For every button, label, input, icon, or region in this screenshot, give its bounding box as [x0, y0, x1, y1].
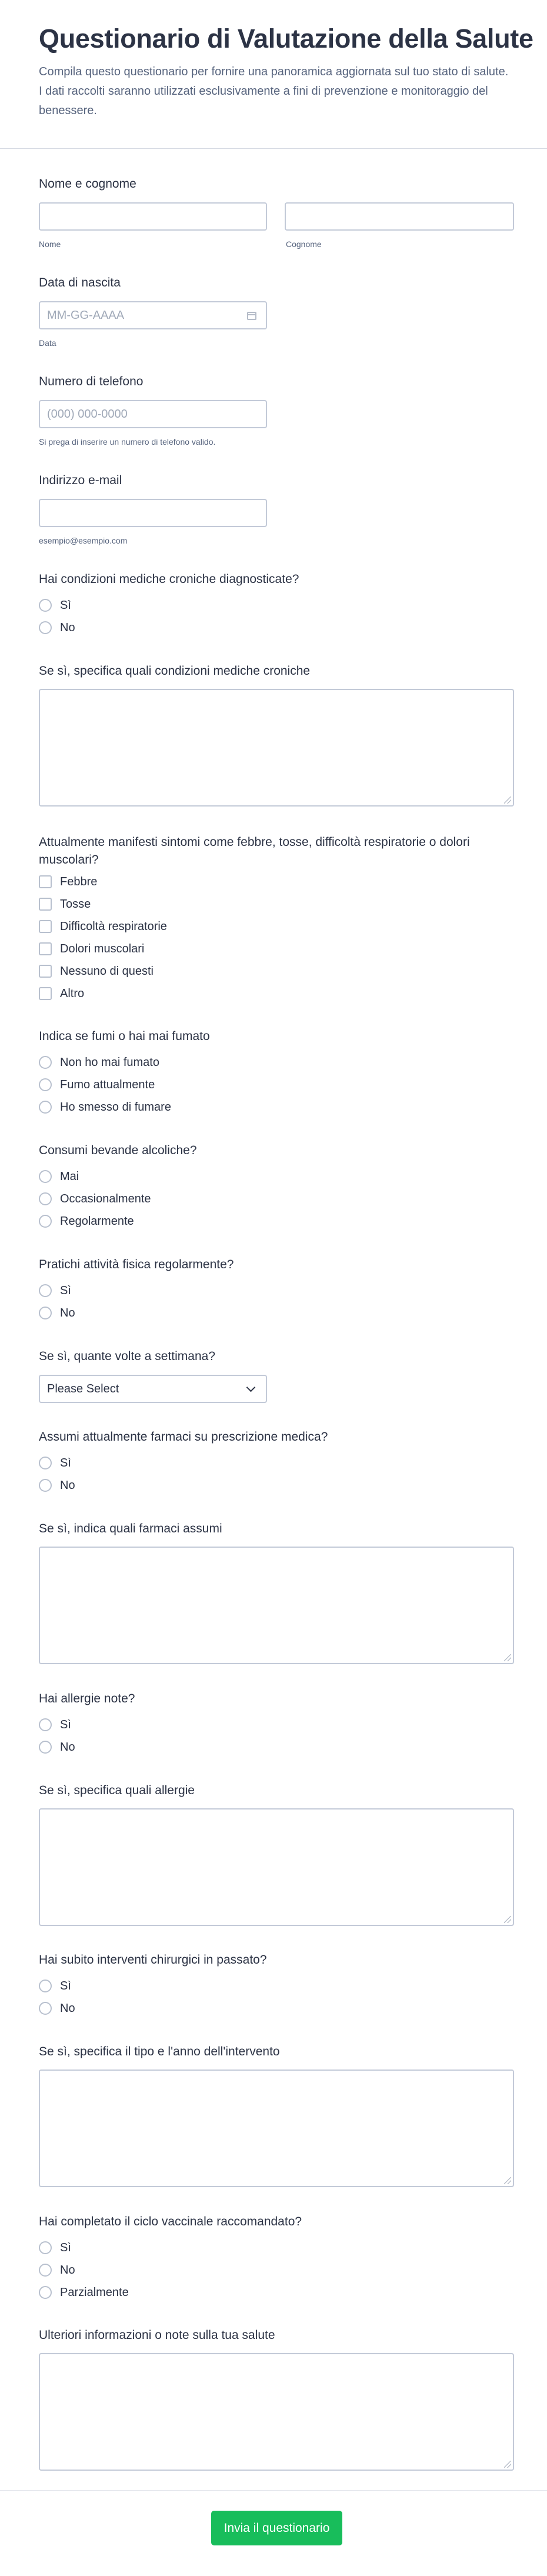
- radio-button[interactable]: [39, 1307, 52, 1319]
- alcohol-option-occasionally[interactable]: [39, 1191, 151, 1207]
- option-label: Dolori muscolari: [60, 942, 145, 955]
- radio-button[interactable]: [39, 1101, 52, 1114]
- option-label: Sì: [60, 2241, 71, 2254]
- activity-option-yes[interactable]: [39, 1282, 71, 1299]
- radio-button[interactable]: [39, 2002, 52, 2015]
- alcohol-label: Consumi bevande alcoliche?: [39, 1144, 197, 1157]
- surgery-label: Hai subito interventi chirurgici in passato?: [39, 1953, 267, 1967]
- option-label: No: [60, 1478, 75, 1492]
- footer-divider: [0, 2490, 547, 2491]
- surgery-option-no[interactable]: [39, 2000, 75, 2017]
- checkbox[interactable]: [39, 965, 52, 978]
- meds-label: Assumi attualmente farmaci su prescrizione medica?: [39, 1430, 328, 1444]
- page-title: Questionario di Valutazione della Salute: [39, 24, 533, 54]
- radio-button[interactable]: [39, 1192, 52, 1205]
- chronic-detail-label: Se sì, specifica quali condizioni mediche croniche: [39, 664, 311, 678]
- option-label: Ho smesso di fumare: [60, 1100, 171, 1114]
- surgery-detail-label: Se sì, specifica il tipo e l'anno dell'intervento: [39, 2045, 280, 2058]
- checkbox[interactable]: [39, 987, 52, 1000]
- smoke-option-quit[interactable]: [39, 1099, 171, 1115]
- radio-button[interactable]: [39, 1479, 52, 1492]
- option-label: Fumo attualmente: [60, 1078, 155, 1091]
- meds-detail-textarea[interactable]: [39, 1547, 514, 1664]
- option-label: Regolarmente: [60, 1214, 134, 1228]
- option-label: No: [60, 621, 75, 634]
- phone-label: Numero di telefono: [39, 375, 144, 388]
- radio-button[interactable]: [39, 2286, 52, 2299]
- symptom-option-breathing[interactable]: [39, 918, 167, 935]
- option-label: Difficoltà respiratorie: [60, 919, 167, 933]
- dob-sublabel: Data: [39, 338, 56, 348]
- meds-detail-label: Se sì, indica quali farmaci assumi: [39, 1522, 222, 1535]
- radio-button[interactable]: [39, 1284, 52, 1297]
- calendar-icon[interactable]: [247, 312, 256, 320]
- form-description: Compila questo questionario per fornire una panoramica aggiornata sul tuo stato di salute. I dati raccolti saranno utilizzati esclusivamente a fini di prevenzione e monitoraggio del benessere.: [39, 65, 509, 117]
- option-label: Non ho mai fumato: [60, 1055, 159, 1069]
- option-label: Sì: [60, 598, 71, 612]
- symptom-option-muscle-pain[interactable]: [39, 941, 144, 957]
- name-label: Nome e cognome: [39, 177, 136, 191]
- option-label: Occasionalmente: [60, 1192, 151, 1205]
- vaccines-option-no[interactable]: [39, 2262, 75, 2278]
- radio-button[interactable]: [39, 621, 52, 634]
- chronic-label: Hai condizioni mediche croniche diagnosticate?: [39, 572, 299, 586]
- dob-input[interactable]: [39, 301, 267, 329]
- radio-button[interactable]: [39, 1457, 52, 1469]
- option-label: Febbre: [60, 875, 98, 888]
- email-label: Indirizzo e-mail: [39, 474, 122, 487]
- radio-button[interactable]: [39, 1980, 52, 1992]
- radio-button[interactable]: [39, 599, 52, 612]
- vaccines-option-yes[interactable]: [39, 2240, 71, 2256]
- activity-option-no[interactable]: [39, 1305, 75, 1321]
- last-name-sublabel: Cognome: [286, 239, 322, 249]
- notes-textarea[interactable]: [39, 2353, 514, 2471]
- email-sublabel: esempio@esempio.com: [39, 536, 128, 545]
- symptom-option-other[interactable]: [39, 985, 84, 1002]
- checkbox[interactable]: [39, 875, 52, 888]
- option-label: Mai: [60, 1169, 79, 1183]
- option-label: Altro: [60, 987, 85, 1000]
- first-name-input[interactable]: [39, 202, 267, 231]
- radio-button[interactable]: [39, 2241, 52, 2254]
- vaccines-option-partial[interactable]: [39, 2284, 129, 2301]
- meds-option-no[interactable]: [39, 1477, 75, 1494]
- radio-button[interactable]: [39, 2264, 52, 2277]
- notes-label: Ulteriori informazioni o note sulla tua salute: [39, 2328, 275, 2342]
- checkbox[interactable]: [39, 942, 52, 955]
- chronic-option-yes[interactable]: [39, 597, 71, 614]
- meds-option-yes[interactable]: [39, 1455, 71, 1471]
- phone-input[interactable]: [39, 400, 267, 428]
- checkbox[interactable]: [39, 898, 52, 911]
- chronic-detail-textarea[interactable]: [39, 689, 514, 807]
- option-label: No: [60, 1740, 75, 1754]
- form-header: [0, 0, 547, 149]
- allergies-option-no[interactable]: [39, 1739, 75, 1755]
- phone-sublabel: Si prega di inserire un numero di telefono valido.: [39, 437, 216, 446]
- radio-button[interactable]: [39, 1741, 52, 1754]
- option-label: Sì: [60, 1456, 71, 1469]
- smoke-option-current[interactable]: [39, 1077, 155, 1093]
- surgery-option-yes[interactable]: [39, 1978, 71, 1994]
- option-label: Nessuno di questi: [60, 964, 154, 978]
- smoke-option-never[interactable]: [39, 1054, 159, 1071]
- vaccines-label: Hai completato il ciclo vaccinale raccomandato?: [39, 2215, 302, 2228]
- dob-label: Data di nascita: [39, 276, 121, 289]
- symptom-option-fever[interactable]: [39, 874, 97, 890]
- allergies-option-yes[interactable]: [39, 1717, 71, 1733]
- option-label: Sì: [60, 1284, 71, 1297]
- frequency-label: Se sì, quante volte a settimana?: [39, 1349, 216, 1363]
- checkbox[interactable]: [39, 920, 52, 933]
- smoke-label: Indica se fumi o hai mai fumato: [39, 1029, 210, 1043]
- radio-button[interactable]: [39, 1215, 52, 1228]
- surgery-detail-textarea[interactable]: [39, 2070, 514, 2187]
- option-label: Parzialmente: [60, 2285, 129, 2299]
- frequency-selected-value: Please Select: [47, 1382, 119, 1395]
- chronic-option-no[interactable]: [39, 619, 75, 636]
- option-label: No: [60, 2263, 75, 2277]
- activity-label: Pratichi attività fisica regolarmente?: [39, 1258, 234, 1271]
- allergies-detail-textarea[interactable]: [39, 1808, 514, 1926]
- radio-button[interactable]: [39, 1078, 52, 1091]
- radio-button[interactable]: [39, 1170, 52, 1183]
- option-label: Sì: [60, 1718, 71, 1731]
- symptom-option-cough[interactable]: [39, 896, 91, 912]
- allergies-detail-label: Se sì, specifica quali allergie: [39, 1784, 195, 1797]
- symptom-option-none[interactable]: [39, 963, 154, 979]
- frequency-select[interactable]: [39, 1375, 267, 1403]
- option-label: Sì: [60, 1979, 71, 1992]
- radio-button[interactable]: [39, 1056, 52, 1069]
- allergies-label: Hai allergie note?: [39, 1692, 135, 1705]
- symptoms-label: Attualmente manifesti sintomi come febbre, tosse, difficoltà respiratorie o dolori muscolari?: [39, 835, 470, 867]
- option-label: No: [60, 1306, 75, 1319]
- alcohol-option-regularly[interactable]: [39, 1213, 134, 1229]
- alcohol-option-never[interactable]: [39, 1168, 79, 1185]
- option-label: Tosse: [60, 897, 91, 911]
- submit-button[interactable]: Invia il questionario: [211, 2511, 342, 2545]
- last-name-input[interactable]: [285, 202, 514, 231]
- option-label: No: [60, 2001, 75, 2015]
- radio-button[interactable]: [39, 1718, 52, 1731]
- email-input[interactable]: [39, 499, 267, 527]
- first-name-sublabel: Nome: [39, 239, 61, 249]
